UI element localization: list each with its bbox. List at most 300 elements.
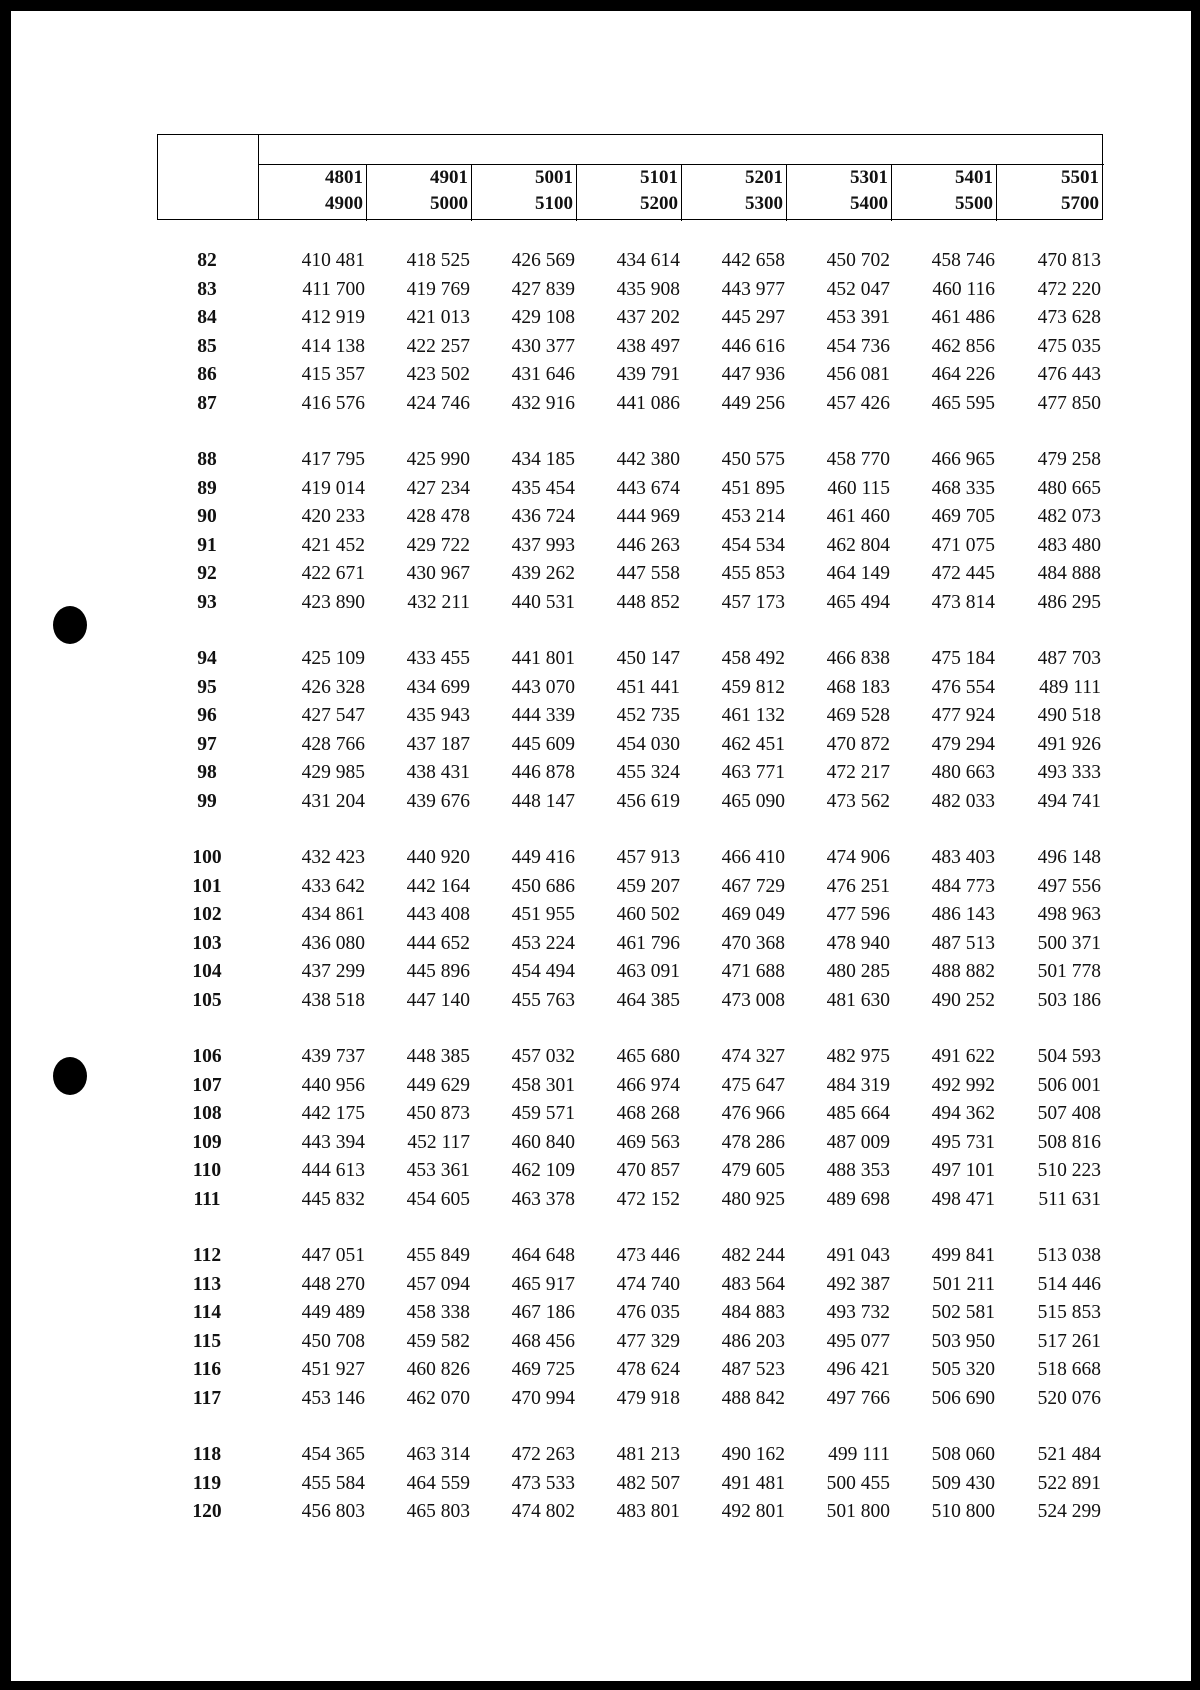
table-row [157, 762, 1107, 790]
rate-cell: 422 257 [406, 335, 470, 357]
table-row [157, 1302, 1107, 1330]
rate-cell: 473 008 [721, 989, 785, 1011]
rate-cell: 456 619 [616, 790, 680, 812]
rate-cell: 502 581 [931, 1302, 995, 1323]
rate-cell: 449 489 [301, 1302, 365, 1323]
rate-cell: 428 478 [406, 506, 470, 527]
rate-cell: 450 702 [826, 250, 890, 271]
rate-cell: 483 801 [616, 1501, 680, 1522]
rate-cell: 429 985 [301, 762, 365, 783]
rate-cell: 453 224 [511, 932, 575, 954]
rate-cell: 468 335 [931, 477, 995, 499]
rate-cell: 469 705 [931, 506, 995, 527]
rate-cell: 486 295 [1037, 591, 1101, 613]
rate-cell: 469 049 [721, 904, 785, 925]
rate-cell: 489 698 [826, 1188, 890, 1210]
table-row [157, 393, 1107, 421]
rate-cell: 467 186 [511, 1302, 575, 1323]
rate-cell: 462 109 [511, 1160, 575, 1181]
weight-cell: 86 [197, 364, 217, 385]
rate-cell: 492 801 [721, 1501, 785, 1522]
rate-cell: 504 593 [1037, 1046, 1101, 1067]
weight-cell: 113 [192, 1273, 222, 1295]
rate-cell: 453 214 [721, 506, 785, 527]
rate-cell: 484 319 [826, 1074, 890, 1096]
rate-cell: 501 800 [826, 1501, 890, 1522]
rate-cell: 442 380 [616, 449, 680, 470]
rate-cell: 470 368 [721, 932, 785, 954]
rate-cell: 448 385 [406, 1046, 470, 1067]
rate-cell: 433 642 [301, 875, 365, 897]
table-row [157, 677, 1107, 705]
rate-cell: 475 184 [931, 648, 995, 669]
rate-cell: 451 441 [616, 676, 680, 698]
rate-cell: 445 896 [406, 961, 470, 982]
rate-cell: 432 423 [301, 847, 365, 868]
rate-cell: 431 646 [511, 364, 575, 385]
rate-cell: 454 494 [511, 961, 575, 982]
weight-cell: 98 [197, 762, 217, 783]
rate-cell: 440 531 [511, 591, 575, 613]
rate-cell: 462 070 [406, 1387, 470, 1409]
rate-cell: 447 558 [616, 563, 680, 584]
rate-cell: 474 740 [616, 1273, 680, 1295]
table-row [157, 648, 1107, 676]
rate-cell: 469 563 [616, 1131, 680, 1153]
rate-cell: 444 969 [616, 506, 680, 527]
weight-cell: 105 [192, 989, 222, 1011]
distance-range-8 [994, 165, 1099, 217]
weight-cell: 109 [192, 1131, 222, 1153]
rate-cell: 448 147 [511, 790, 575, 812]
rate-cell: 443 394 [301, 1131, 365, 1153]
rate-cell: 417 795 [301, 449, 365, 470]
table-row [157, 904, 1107, 932]
rate-cell: 462 804 [826, 534, 890, 556]
weight-cell: 106 [192, 1046, 222, 1067]
rate-cell: 429 108 [511, 307, 575, 328]
weight-cell: 118 [192, 1444, 222, 1465]
rate-cell: 447 936 [721, 364, 785, 385]
rate-cell: 486 203 [721, 1330, 785, 1352]
table-row [157, 563, 1107, 591]
rate-cell: 473 533 [511, 1472, 575, 1494]
rate-cell: 466 410 [721, 847, 785, 868]
distance-range-7 [888, 165, 993, 217]
rate-cell: 427 839 [511, 278, 575, 300]
rate-cell: 466 974 [616, 1074, 680, 1096]
rate-cell: 430 377 [511, 335, 575, 357]
rate-cell: 490 518 [1037, 705, 1101, 726]
range-from: 5301 [850, 167, 888, 188]
weight-cell: 108 [192, 1103, 222, 1124]
table-row [157, 1245, 1107, 1273]
rate-cell: 468 456 [511, 1330, 575, 1352]
rate-cell: 460 502 [616, 904, 680, 925]
rate-cell: 457 426 [826, 392, 890, 414]
rate-cell: 456 081 [826, 364, 890, 385]
rate-cell: 466 965 [931, 449, 995, 470]
rate-cell: 472 445 [931, 563, 995, 584]
rate-cell: 481 630 [826, 989, 890, 1011]
rate-cell: 498 471 [931, 1188, 995, 1210]
rate-cell: 476 035 [616, 1302, 680, 1323]
rate-cell: 473 628 [1037, 307, 1101, 328]
rate-cell: 464 226 [931, 364, 995, 385]
rate-cell: 464 385 [616, 989, 680, 1011]
rate-cell: 463 771 [721, 762, 785, 783]
rate-cell: 464 149 [826, 563, 890, 584]
rate-cell: 476 966 [721, 1103, 785, 1124]
rate-cell: 438 518 [301, 989, 365, 1011]
rate-cell: 497 556 [1037, 875, 1101, 897]
rate-cell: 505 320 [931, 1359, 995, 1380]
table-row [157, 364, 1107, 392]
rate-cell: 495 077 [826, 1330, 890, 1352]
weight-cell: 95 [197, 676, 217, 698]
table-row [157, 336, 1107, 364]
range-from: 5201 [745, 167, 783, 188]
rate-cell: 500 371 [1037, 932, 1101, 954]
rate-cell: 432 916 [511, 392, 575, 414]
punch-hole-top [53, 606, 87, 644]
weight-cell: 94 [197, 648, 217, 669]
rate-cell: 490 252 [931, 989, 995, 1011]
rate-cell: 459 812 [721, 676, 785, 698]
rate-cell: 497 101 [931, 1160, 995, 1181]
rate-cell: 459 207 [616, 875, 680, 897]
rate-cell: 430 967 [406, 563, 470, 584]
rate-cell: 423 890 [301, 591, 365, 613]
rate-cell: 453 146 [301, 1387, 365, 1409]
rate-cell: 496 148 [1037, 847, 1101, 868]
rate-cell: 469 528 [826, 705, 890, 726]
rate-cell: 451 955 [511, 904, 575, 925]
weight-cell: 102 [192, 904, 222, 925]
rate-cell: 479 294 [931, 733, 995, 755]
weight-cell: 120 [192, 1501, 222, 1522]
rate-cell: 447 140 [406, 989, 470, 1011]
rate-cell: 513 038 [1037, 1245, 1101, 1266]
distance-range-6 [783, 165, 888, 217]
rate-cell: 480 663 [931, 762, 995, 783]
rate-cell: 470 813 [1037, 250, 1101, 271]
rate-cell: 427 234 [406, 477, 470, 499]
rate-cell: 444 613 [301, 1160, 365, 1181]
rate-cell: 434 614 [616, 250, 680, 271]
rate-cell: 472 152 [616, 1188, 680, 1210]
rate-cell: 470 994 [511, 1387, 575, 1409]
table-row [157, 705, 1107, 733]
rate-cell: 483 403 [931, 847, 995, 868]
rate-cell: 463 314 [406, 1444, 470, 1465]
rate-cell: 421 013 [406, 307, 470, 328]
weight-cell: 99 [197, 790, 217, 812]
rate-cell: 477 924 [931, 705, 995, 726]
rate-cell: 419 014 [301, 477, 365, 499]
rate-cell: 449 416 [511, 847, 575, 868]
rate-cell: 435 943 [406, 705, 470, 726]
rate-cell: 474 327 [721, 1046, 785, 1067]
rate-cell: 469 725 [511, 1359, 575, 1380]
rate-cell: 485 664 [826, 1103, 890, 1124]
rate-cell: 470 857 [616, 1160, 680, 1181]
rate-cell: 494 362 [931, 1103, 995, 1124]
rate-cell: 416 576 [301, 392, 365, 414]
rate-cell: 459 571 [511, 1103, 575, 1124]
weight-cell: 119 [192, 1472, 222, 1494]
rate-cell: 447 051 [301, 1245, 365, 1266]
rate-cell: 439 676 [406, 790, 470, 812]
rate-cell: 503 186 [1037, 989, 1101, 1011]
rate-cell: 432 211 [407, 591, 470, 613]
rate-cell: 436 080 [301, 932, 365, 954]
rate-cell: 461 486 [931, 307, 995, 328]
rate-cell: 463 378 [511, 1188, 575, 1210]
rate-cell: 468 183 [826, 676, 890, 698]
rate-cell: 437 187 [406, 733, 470, 755]
weight-cell: 88 [197, 449, 217, 470]
rate-cell: 442 164 [406, 875, 470, 897]
punch-hole-bottom [53, 1057, 87, 1095]
rate-cell: 418 525 [406, 250, 470, 271]
weight-cell: 111 [193, 1188, 221, 1210]
rate-cell: 455 763 [511, 989, 575, 1011]
table-row [157, 876, 1107, 904]
rate-cell: 477 850 [1037, 392, 1101, 414]
rate-cell: 437 202 [616, 307, 680, 328]
rate-cell: 444 652 [406, 932, 470, 954]
rate-cell: 455 584 [301, 1472, 365, 1494]
range-to: 5300 [745, 193, 783, 214]
rate-cell: 450 873 [406, 1103, 470, 1124]
range-to: 5700 [1061, 193, 1099, 214]
rate-cell: 471 688 [721, 961, 785, 982]
table-row [157, 1075, 1107, 1103]
rate-cell: 438 497 [616, 335, 680, 357]
rate-cell: 509 430 [931, 1472, 995, 1494]
rate-cell: 465 917 [511, 1273, 575, 1295]
rate-cell: 481 213 [616, 1444, 680, 1465]
rate-cell: 510 800 [931, 1501, 995, 1522]
rate-cell: 422 671 [301, 563, 365, 584]
rate-cell: 478 624 [616, 1359, 680, 1380]
weight-cell: 107 [192, 1074, 222, 1096]
rate-cell: 421 452 [301, 534, 365, 556]
rate-cell: 458 338 [406, 1302, 470, 1323]
range-from: 5001 [535, 167, 573, 188]
range-to: 5200 [640, 193, 678, 214]
rate-cell: 450 708 [301, 1330, 365, 1352]
rate-cell: 484 888 [1037, 563, 1101, 584]
rate-cell: 478 940 [826, 932, 890, 954]
rate-cell: 482 033 [931, 790, 995, 812]
rate-cell: 440 956 [301, 1074, 365, 1096]
rate-cell: 499 111 [828, 1444, 890, 1465]
rate-cell: 479 258 [1037, 449, 1101, 470]
distance-range-5 [678, 165, 783, 217]
rate-cell: 496 421 [826, 1359, 890, 1380]
range-to: 5500 [955, 193, 993, 214]
rate-cell: 411 700 [302, 278, 365, 300]
weight-cell: 114 [192, 1302, 222, 1323]
rate-cell: 497 766 [826, 1387, 890, 1409]
rate-cell: 448 270 [301, 1273, 365, 1295]
range-to: 5000 [430, 193, 468, 214]
rate-cell: 482 507 [616, 1472, 680, 1494]
rate-cell: 460 840 [511, 1131, 575, 1153]
rate-cell: 491 622 [931, 1046, 995, 1067]
rate-cell: 423 502 [406, 364, 470, 385]
distance-range-2 [363, 165, 468, 217]
table-row [157, 1501, 1107, 1529]
rate-cell: 465 090 [721, 790, 785, 812]
rate-cell: 471 075 [931, 534, 995, 556]
rate-cell: 520 076 [1037, 1387, 1101, 1409]
table-row [157, 307, 1107, 335]
rate-cell: 437 993 [511, 534, 575, 556]
table-row [157, 535, 1107, 563]
rate-cell: 482 244 [721, 1245, 785, 1266]
range-to: 5100 [535, 193, 573, 214]
rate-cell: 522 891 [1037, 1472, 1101, 1494]
rate-cell: 467 729 [721, 875, 785, 897]
rate-cell: 477 329 [616, 1330, 680, 1352]
rate-cell: 478 286 [721, 1131, 785, 1153]
rate-cell: 479 918 [616, 1387, 680, 1409]
rate-cell: 487 009 [826, 1131, 890, 1153]
rate-cell: 472 263 [511, 1444, 575, 1465]
rate-cell: 455 324 [616, 762, 680, 783]
distance-range-4 [573, 165, 678, 217]
rate-cell: 443 408 [406, 904, 470, 925]
weight-cell: 103 [192, 932, 222, 954]
rate-cell: 458 301 [511, 1074, 575, 1096]
rate-cell: 445 297 [721, 307, 785, 328]
rate-cell: 473 562 [826, 790, 890, 812]
rate-cell: 465 595 [931, 392, 995, 414]
rate-cell: 474 802 [511, 1501, 575, 1522]
rate-cell: 482 073 [1037, 506, 1101, 527]
rate-cell: 443 070 [511, 676, 575, 698]
rate-cell: 490 162 [721, 1444, 785, 1465]
rate-cell: 493 333 [1037, 762, 1101, 783]
rate-cell: 472 217 [826, 762, 890, 783]
range-to: 4900 [325, 193, 363, 214]
rate-cell: 412 919 [301, 307, 365, 328]
rate-cell: 442 175 [301, 1103, 365, 1124]
weight-cell: 112 [192, 1245, 222, 1266]
rate-cell: 457 913 [616, 847, 680, 868]
rate-cell: 484 883 [721, 1302, 785, 1323]
rate-cell: 428 766 [301, 733, 365, 755]
rate-cell: 435 908 [616, 278, 680, 300]
rate-cell: 441 801 [511, 648, 575, 669]
rate-cell: 460 116 [932, 278, 995, 300]
rate-cell: 450 147 [616, 648, 680, 669]
rate-cell: 492 992 [931, 1074, 995, 1096]
rate-cell: 486 143 [931, 904, 995, 925]
rate-cell: 443 977 [721, 278, 785, 300]
weight-cell: 91 [197, 534, 217, 556]
rate-cell: 483 564 [721, 1273, 785, 1295]
rate-cell: 434 699 [406, 676, 470, 698]
rate-cell: 501 211 [932, 1273, 995, 1295]
rate-cell: 488 842 [721, 1387, 785, 1409]
table-row [157, 847, 1107, 875]
rate-cell: 452 047 [826, 278, 890, 300]
rate-cell: 454 534 [721, 534, 785, 556]
rate-cell: 454 030 [616, 733, 680, 755]
rate-cell: 440 920 [406, 847, 470, 868]
rate-cell: 465 680 [616, 1046, 680, 1067]
weight-cell: 83 [197, 278, 217, 300]
weight-cell: 89 [197, 477, 217, 499]
rate-cell: 452 735 [616, 705, 680, 726]
range-from: 4801 [325, 167, 363, 188]
rate-cell: 517 261 [1037, 1330, 1101, 1352]
rate-cell: 433 455 [406, 648, 470, 669]
rate-cell: 453 361 [406, 1160, 470, 1181]
range-from: 5101 [640, 167, 678, 188]
weight-cell: 85 [197, 335, 217, 357]
table-row [157, 1473, 1107, 1501]
rate-cell: 476 554 [931, 676, 995, 698]
rate-cell: 465 494 [826, 591, 890, 613]
rate-cell: 480 285 [826, 961, 890, 982]
rate-cell: 458 492 [721, 648, 785, 669]
weight-cell: 97 [197, 733, 217, 755]
table-row [157, 1046, 1107, 1074]
rate-cell: 457 032 [511, 1046, 575, 1067]
rate-cell: 427 547 [301, 705, 365, 726]
rate-cell: 491 926 [1037, 733, 1101, 755]
range-from: 4901 [430, 167, 468, 188]
weight-cell: 93 [197, 591, 217, 613]
table-row [157, 592, 1107, 620]
table-header [157, 134, 1103, 220]
rate-cell: 439 737 [301, 1046, 365, 1067]
rate-cell: 415 357 [301, 364, 365, 385]
weight-cell: 82 [197, 250, 217, 271]
rate-cell: 462 451 [721, 733, 785, 755]
table-row [157, 1160, 1107, 1188]
weight-cell: 96 [197, 705, 217, 726]
weight-cell: 100 [192, 847, 222, 868]
table-row [157, 478, 1107, 506]
table-row [157, 791, 1107, 819]
rate-cell: 511 631 [1038, 1188, 1101, 1210]
rate-cell: 414 138 [301, 335, 365, 357]
rate-cell: 493 732 [826, 1302, 890, 1323]
table-row [157, 961, 1107, 989]
weight-cell: 116 [192, 1359, 222, 1380]
rate-cell: 464 559 [406, 1472, 470, 1494]
rate-cell: 460 826 [406, 1359, 470, 1380]
rate-cell: 473 446 [616, 1245, 680, 1266]
rate-cell: 480 665 [1037, 477, 1101, 499]
rate-cell: 429 722 [406, 534, 470, 556]
rate-cell: 472 220 [1037, 278, 1101, 300]
rate-cell: 521 484 [1037, 1444, 1101, 1465]
rate-cell: 450 575 [721, 449, 785, 470]
rate-cell: 484 773 [931, 875, 995, 897]
weight-cell: 87 [197, 392, 217, 414]
rate-cell: 439 791 [616, 364, 680, 385]
rate-cell: 449 629 [406, 1074, 470, 1096]
rate-cell: 476 443 [1037, 364, 1101, 385]
rate-cell: 446 263 [616, 534, 680, 556]
